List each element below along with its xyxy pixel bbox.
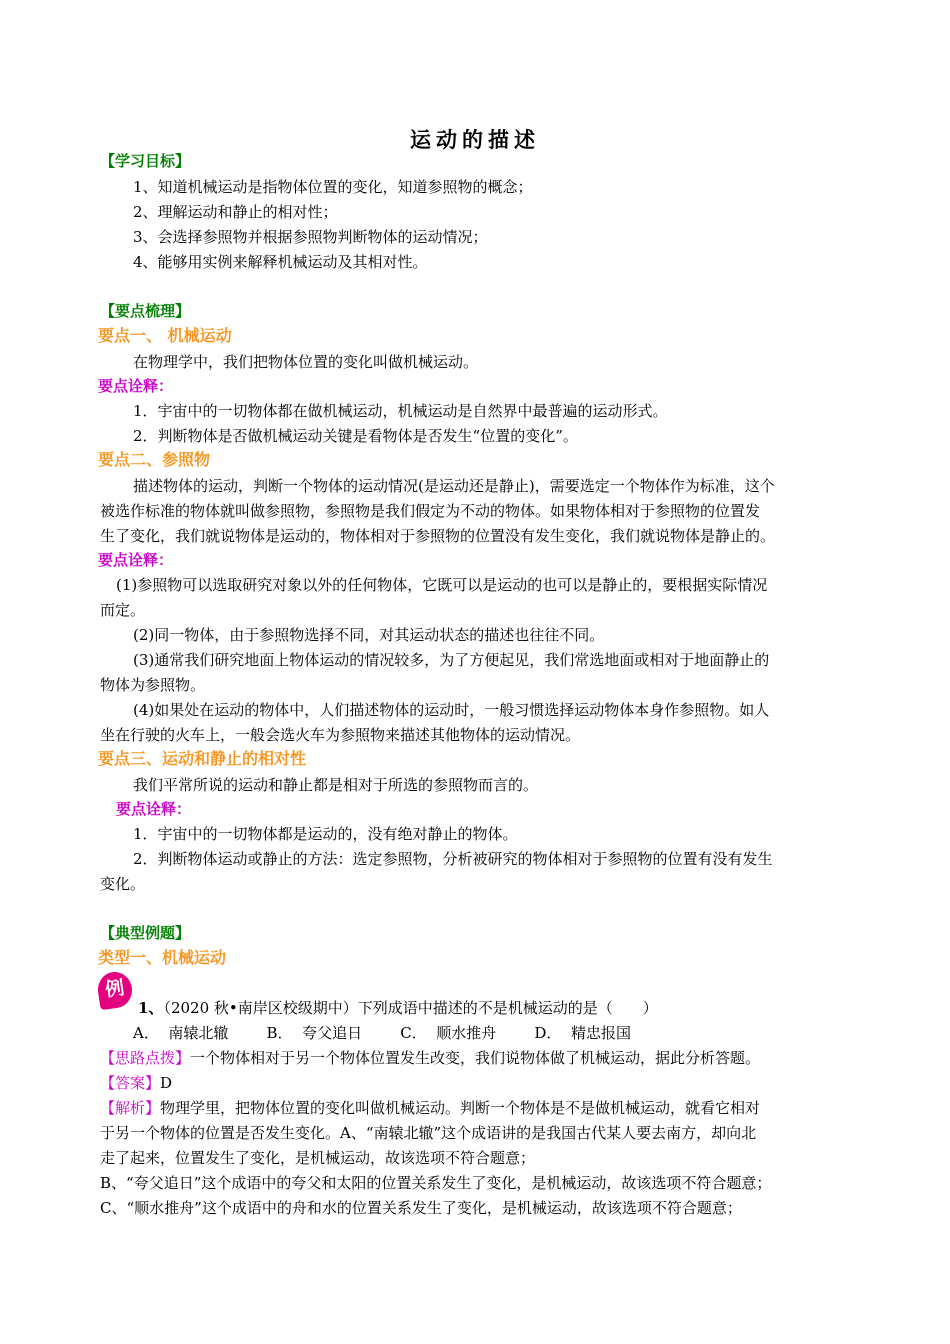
keypoint-2-text: 被选作标准的物体就叫做参照物，参照物是我们假定为不动的物体。如果物体相对于参照物的位置发 — [100, 502, 761, 520]
keypoint-1-text: 在物理学中，我们把物体位置的变化叫做机械运动。 — [133, 353, 479, 371]
example-type-heading: 类型一、机械运动 — [98, 948, 227, 967]
question-stem: （2020 秋•南岸区校级期中）下列成语中描述的不是机械运动的是（ ） — [163, 999, 658, 1017]
answer-label: 【答案】 — [100, 1074, 161, 1092]
goal-item: 1、知道机械运动是指物体位置的变化，知道参照物的概念； — [133, 178, 533, 196]
analysis-text: B、“夸父追日”这个成语中的夸父和太阳的位置关系发生了变化，是机械运动，故该选项不符合题意； — [100, 1174, 772, 1192]
keypoint-2-note: (3)通常我们研究地面上物体运动的情况较多，为了方便起见，我们常选地面或相对于地面静止的 — [133, 651, 770, 669]
analysis-label: 【解析】 — [100, 1099, 161, 1117]
answer-text: D — [160, 1074, 173, 1092]
hint-line — [100, 1048, 760, 1068]
keypoint-1-note: 2．判断物体是否做机械运动关键是看物体是否发生“位置的变化”。 — [133, 427, 578, 445]
keypoint-2-note: 而定。 — [100, 601, 146, 619]
analysis-line — [100, 1098, 760, 1118]
keypoint-2-note: 物体为参照物。 — [100, 676, 206, 694]
keypoint-2-note-label: 要点诠释： — [98, 551, 174, 569]
goals-heading: 【学习目标】 — [100, 152, 191, 170]
keypoint-2-note: (2)同一物体，由于参照物选择不同，对其运动状态的描述也往往不同。 — [133, 626, 605, 644]
keypoint-3-note: 2．判断物体运动或静止的方法：选定参照物，分析被研究的物体相对于参照物的位置有没有发生 — [133, 850, 773, 868]
question-options: A． 南辕北辙 B． 夸父追日 C． 顺水推舟 D． 精忠报国 — [133, 1024, 631, 1042]
keypoint-2-note: (1)参照物可以选取研究对象以外的任何物体，它既可以是运动的也可以是静止的，要根据实际情况 — [116, 576, 768, 594]
keypoint-2-heading: 要点二、参照物 — [98, 450, 211, 469]
keypoint-3-heading: 要点三、运动和静止的相对性 — [98, 749, 307, 768]
answer-line — [100, 1073, 172, 1093]
keypoint-2-note: 坐在行驶的火车上，一般会选火车为参照物来描述其他物体的运动情况。 — [100, 726, 581, 744]
question-number: 1、 — [138, 999, 164, 1017]
analysis-text: C、“顺水推舟”这个成语中的舟和水的位置关系发生了变化，是机械运动，故该选项不符合题意； — [100, 1199, 742, 1217]
analysis-text: 走了起来，位置发生了变化，是机械运动，故该选项不符合题意； — [100, 1149, 536, 1167]
keypoints-heading: 【要点梳理】 — [100, 302, 191, 320]
keypoint-2-text: 描述物体的运动，判断一个物体的运动情况(是运动还是静止)，需要选定一个物体作为标准，这个 — [133, 477, 775, 495]
goal-item: 4、能够用实例来解释机械运动及其相对性。 — [133, 253, 428, 271]
hint-label: 【思路点拨】 — [100, 1049, 191, 1067]
keypoint-3-text: 我们平常所说的运动和静止都是相对于所选的参照物而言的。 — [133, 776, 539, 794]
page-title: 运动的描述 — [410, 128, 540, 152]
keypoint-3-note: 1．宇宙中的一切物体都是运动的，没有绝对静止的物体。 — [133, 825, 518, 843]
keypoint-3-note: 变化。 — [100, 875, 146, 893]
question-1 — [138, 998, 658, 1018]
example-badge-icon: 例 — [96, 970, 135, 1010]
analysis-text: 于另一个物体的位置是否发生变化。A、“南辕北辙”这个成语讲的是我国古代某人要去南方，却向北 — [100, 1124, 757, 1142]
keypoint-1-note-label: 要点诠释： — [98, 377, 174, 395]
hint-text: 一个物体相对于另一个物体位置发生改变，我们说物体做了机械运动，据此分析答题。 — [190, 1049, 761, 1067]
keypoint-2-note: (4)如果处在运动的物体中，人们描述物体的运动时，一般习惯选择运动物体本身作参照物。如人 — [133, 701, 770, 719]
keypoint-1-heading: 要点一、 机械运动 — [98, 326, 232, 345]
keypoint-1-note: 1．宇宙中的一切物体都在做机械运动，机械运动是自然界中最普遍的运动形式。 — [133, 402, 668, 420]
keypoint-3-note-label: 要点诠释： — [116, 800, 192, 818]
analysis-text: 物理学里，把物体位置的变化叫做机械运动。判断一个物体是不是做机械运动，就看它相对 — [160, 1099, 761, 1117]
goal-item: 2、理解运动和静止的相对性； — [133, 203, 338, 221]
goal-item: 3、会选择参照物并根据参照物判断物体的运动情况； — [133, 228, 488, 246]
examples-heading: 【典型例题】 — [100, 924, 191, 942]
keypoint-2-text: 生了变化，我们就说物体是运动的，物体相对于参照物的位置没有发生变化，我们就说物体是静止的。 — [100, 527, 776, 545]
